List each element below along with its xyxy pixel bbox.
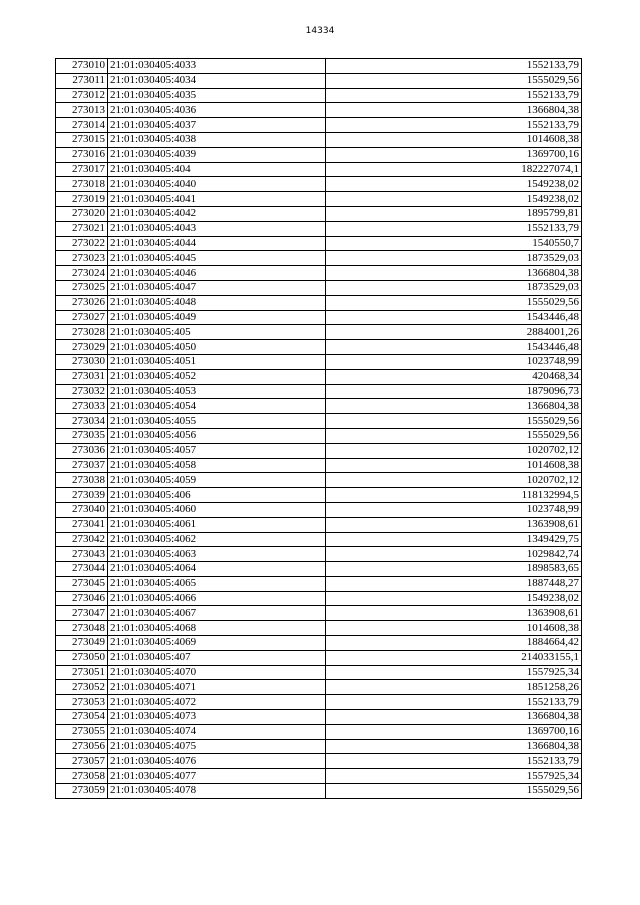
cadastral-number: 21:01:030405:4063 bbox=[108, 547, 326, 562]
row-number: 273047 bbox=[56, 606, 108, 621]
cadastral-number: 21:01:030405:4069 bbox=[108, 636, 326, 651]
row-number: 273040 bbox=[56, 502, 108, 517]
cadastral-number: 21:01:030405:4054 bbox=[108, 399, 326, 414]
row-number: 273031 bbox=[56, 369, 108, 384]
table-row bbox=[56, 266, 582, 281]
cadastral-number: 21:01:030405:406 bbox=[108, 488, 326, 503]
row-number: 273021 bbox=[56, 221, 108, 236]
table-row bbox=[56, 621, 582, 636]
cadastral-number: 21:01:030405:4060 bbox=[108, 502, 326, 517]
cadastral-value: 1366804,38 bbox=[326, 266, 582, 281]
table-row bbox=[56, 532, 582, 547]
cadastral-number: 21:01:030405:4051 bbox=[108, 354, 326, 369]
cadastral-value: 1549238,02 bbox=[326, 177, 582, 192]
cadastral-value: 182227074,1 bbox=[326, 162, 582, 177]
table-row bbox=[56, 710, 582, 725]
cadastral-value: 1366804,38 bbox=[326, 710, 582, 725]
cadastral-number: 21:01:030405:4056 bbox=[108, 428, 326, 443]
cadastral-value-table bbox=[55, 58, 582, 799]
cadastral-value: 1366804,38 bbox=[326, 103, 582, 118]
row-number: 273026 bbox=[56, 295, 108, 310]
row-number: 273035 bbox=[56, 428, 108, 443]
cadastral-number: 21:01:030405:4037 bbox=[108, 118, 326, 133]
table-row bbox=[56, 576, 582, 591]
cadastral-value: 1366804,38 bbox=[326, 739, 582, 754]
table-row bbox=[56, 280, 582, 295]
cadastral-value: 1552133,79 bbox=[326, 88, 582, 103]
cadastral-number: 21:01:030405:4068 bbox=[108, 621, 326, 636]
row-number: 273049 bbox=[56, 636, 108, 651]
row-number: 273038 bbox=[56, 473, 108, 488]
cadastral-value: 1029842,74 bbox=[326, 547, 582, 562]
cadastral-value: 1552133,79 bbox=[326, 118, 582, 133]
table-row bbox=[56, 769, 582, 784]
row-number: 273043 bbox=[56, 547, 108, 562]
cadastral-number: 21:01:030405:4067 bbox=[108, 606, 326, 621]
cadastral-number: 21:01:030405:4048 bbox=[108, 295, 326, 310]
cadastral-value: 1023748,99 bbox=[326, 502, 582, 517]
table-row bbox=[56, 132, 582, 147]
row-number: 273045 bbox=[56, 576, 108, 591]
table-row bbox=[56, 384, 582, 399]
table-row bbox=[56, 784, 582, 799]
table-row bbox=[56, 547, 582, 562]
cadastral-number: 21:01:030405:404 bbox=[108, 162, 326, 177]
cadastral-value: 1014608,38 bbox=[326, 132, 582, 147]
cadastral-number: 21:01:030405:4049 bbox=[108, 310, 326, 325]
table-row bbox=[56, 695, 582, 710]
cadastral-number: 21:01:030405:4076 bbox=[108, 754, 326, 769]
row-number: 273051 bbox=[56, 665, 108, 680]
table-row bbox=[56, 177, 582, 192]
cadastral-number: 21:01:030405:4078 bbox=[108, 784, 326, 799]
table-row bbox=[56, 636, 582, 651]
table-row bbox=[56, 236, 582, 251]
cadastral-value: 420468,34 bbox=[326, 369, 582, 384]
cadastral-number: 21:01:030405:4057 bbox=[108, 443, 326, 458]
row-number: 273044 bbox=[56, 562, 108, 577]
cadastral-value: 1363908,61 bbox=[326, 606, 582, 621]
row-number: 273023 bbox=[56, 251, 108, 266]
cadastral-value: 1543446,48 bbox=[326, 310, 582, 325]
cadastral-value: 1549238,02 bbox=[326, 591, 582, 606]
cadastral-number: 21:01:030405:4065 bbox=[108, 576, 326, 591]
cadastral-value: 1555029,56 bbox=[326, 295, 582, 310]
cadastral-value: 1873529,03 bbox=[326, 280, 582, 295]
row-number: 273019 bbox=[56, 192, 108, 207]
row-number: 273046 bbox=[56, 591, 108, 606]
row-number: 273027 bbox=[56, 310, 108, 325]
cadastral-value: 1014608,38 bbox=[326, 621, 582, 636]
cadastral-value: 118132994,5 bbox=[326, 488, 582, 503]
table-row bbox=[56, 369, 582, 384]
cadastral-number: 21:01:030405:4036 bbox=[108, 103, 326, 118]
row-number: 273030 bbox=[56, 354, 108, 369]
cadastral-value: 1557925,34 bbox=[326, 769, 582, 784]
cadastral-number: 21:01:030405:4073 bbox=[108, 710, 326, 725]
cadastral-value: 1349429,75 bbox=[326, 532, 582, 547]
cadastral-value: 1552133,79 bbox=[326, 695, 582, 710]
table-row bbox=[56, 650, 582, 665]
cadastral-number: 21:01:030405:4061 bbox=[108, 517, 326, 532]
table-row bbox=[56, 295, 582, 310]
cadastral-value: 1020702,12 bbox=[326, 443, 582, 458]
cadastral-number: 21:01:030405:405 bbox=[108, 325, 326, 340]
cadastral-number: 21:01:030405:4041 bbox=[108, 192, 326, 207]
cadastral-number: 21:01:030405:4043 bbox=[108, 221, 326, 236]
row-number: 273052 bbox=[56, 680, 108, 695]
table-row bbox=[56, 665, 582, 680]
table-row bbox=[56, 562, 582, 577]
cadastral-value: 1366804,38 bbox=[326, 399, 582, 414]
cadastral-value: 1540550,7 bbox=[326, 236, 582, 251]
cadastral-value: 1549238,02 bbox=[326, 192, 582, 207]
cadastral-number: 21:01:030405:4042 bbox=[108, 206, 326, 221]
cadastral-number: 21:01:030405:4070 bbox=[108, 665, 326, 680]
cadastral-number: 21:01:030405:4064 bbox=[108, 562, 326, 577]
row-number: 273013 bbox=[56, 103, 108, 118]
cadastral-number: 21:01:030405:4053 bbox=[108, 384, 326, 399]
table-row bbox=[56, 147, 582, 162]
row-number: 273041 bbox=[56, 517, 108, 532]
cadastral-value: 1552133,79 bbox=[326, 754, 582, 769]
row-number: 273056 bbox=[56, 739, 108, 754]
cadastral-number: 21:01:030405:4038 bbox=[108, 132, 326, 147]
cadastral-number: 21:01:030405:4062 bbox=[108, 532, 326, 547]
cadastral-value: 1851258,26 bbox=[326, 680, 582, 695]
cadastral-number: 21:01:030405:4074 bbox=[108, 724, 326, 739]
cadastral-number: 21:01:030405:4034 bbox=[108, 73, 326, 88]
cadastral-value: 1543446,48 bbox=[326, 340, 582, 355]
row-number: 273037 bbox=[56, 458, 108, 473]
table-row bbox=[56, 340, 582, 355]
row-number: 273034 bbox=[56, 414, 108, 429]
row-number: 273022 bbox=[56, 236, 108, 251]
table-row bbox=[56, 458, 582, 473]
table-row bbox=[56, 443, 582, 458]
row-number: 273017 bbox=[56, 162, 108, 177]
cadastral-number: 21:01:030405:4039 bbox=[108, 147, 326, 162]
cadastral-value: 1884664,42 bbox=[326, 636, 582, 651]
table-row bbox=[56, 517, 582, 532]
cadastral-number: 21:01:030405:4075 bbox=[108, 739, 326, 754]
cadastral-number: 21:01:030405:4050 bbox=[108, 340, 326, 355]
table-row bbox=[56, 414, 582, 429]
cadastral-number: 21:01:030405:4066 bbox=[108, 591, 326, 606]
row-number: 273011 bbox=[56, 73, 108, 88]
row-number: 273057 bbox=[56, 754, 108, 769]
row-number: 273028 bbox=[56, 325, 108, 340]
cadastral-value: 1014608,38 bbox=[326, 458, 582, 473]
cadastral-value: 1555029,56 bbox=[326, 414, 582, 429]
cadastral-number: 21:01:030405:4058 bbox=[108, 458, 326, 473]
cadastral-number: 21:01:030405:4040 bbox=[108, 177, 326, 192]
cadastral-number: 21:01:030405:4033 bbox=[108, 59, 326, 74]
table-body bbox=[56, 59, 582, 799]
cadastral-number: 21:01:030405:407 bbox=[108, 650, 326, 665]
cadastral-number: 21:01:030405:4046 bbox=[108, 266, 326, 281]
table-row bbox=[56, 606, 582, 621]
row-number: 273024 bbox=[56, 266, 108, 281]
table-row bbox=[56, 59, 582, 74]
row-number: 273059 bbox=[56, 784, 108, 799]
row-number: 273012 bbox=[56, 88, 108, 103]
table-row bbox=[56, 118, 582, 133]
cadastral-number: 21:01:030405:4045 bbox=[108, 251, 326, 266]
cadastral-number: 21:01:030405:4071 bbox=[108, 680, 326, 695]
row-number: 273054 bbox=[56, 710, 108, 725]
cadastral-value: 1873529,03 bbox=[326, 251, 582, 266]
table-row bbox=[56, 354, 582, 369]
cadastral-value: 1020702,12 bbox=[326, 473, 582, 488]
row-number: 273053 bbox=[56, 695, 108, 710]
table-row bbox=[56, 88, 582, 103]
row-number: 273014 bbox=[56, 118, 108, 133]
row-number: 273020 bbox=[56, 206, 108, 221]
cadastral-number: 21:01:030405:4047 bbox=[108, 280, 326, 295]
table-row bbox=[56, 754, 582, 769]
cadastral-number: 21:01:030405:4044 bbox=[108, 236, 326, 251]
table-row bbox=[56, 221, 582, 236]
table-row bbox=[56, 206, 582, 221]
row-number: 273050 bbox=[56, 650, 108, 665]
cadastral-value: 1898583,65 bbox=[326, 562, 582, 577]
row-number: 273055 bbox=[56, 724, 108, 739]
table-row bbox=[56, 739, 582, 754]
row-number: 273058 bbox=[56, 769, 108, 784]
table-row bbox=[56, 310, 582, 325]
cadastral-value: 2884001,26 bbox=[326, 325, 582, 340]
cadastral-value: 1369700,16 bbox=[326, 147, 582, 162]
cadastral-value: 1363908,61 bbox=[326, 517, 582, 532]
cadastral-number: 21:01:030405:4035 bbox=[108, 88, 326, 103]
cadastral-value: 1555029,56 bbox=[326, 428, 582, 443]
table-row bbox=[56, 192, 582, 207]
cadastral-value: 1895799,81 bbox=[326, 206, 582, 221]
table-row bbox=[56, 724, 582, 739]
row-number: 273025 bbox=[56, 280, 108, 295]
table-row bbox=[56, 428, 582, 443]
row-number: 273029 bbox=[56, 340, 108, 355]
row-number: 273010 bbox=[56, 59, 108, 74]
row-number: 273036 bbox=[56, 443, 108, 458]
cadastral-number: 21:01:030405:4077 bbox=[108, 769, 326, 784]
row-number: 273032 bbox=[56, 384, 108, 399]
cadastral-number: 21:01:030405:4072 bbox=[108, 695, 326, 710]
cadastral-value: 1369700,16 bbox=[326, 724, 582, 739]
cadastral-value: 1023748,99 bbox=[326, 354, 582, 369]
cadastral-value: 1879096,73 bbox=[326, 384, 582, 399]
cadastral-value: 1557925,34 bbox=[326, 665, 582, 680]
row-number: 273033 bbox=[56, 399, 108, 414]
table-row bbox=[56, 103, 582, 118]
cadastral-value: 1555029,56 bbox=[326, 73, 582, 88]
table-row bbox=[56, 488, 582, 503]
cadastral-value: 1552133,79 bbox=[326, 221, 582, 236]
cadastral-value: 1555029,56 bbox=[326, 784, 582, 799]
cadastral-number: 21:01:030405:4055 bbox=[108, 414, 326, 429]
table-row bbox=[56, 680, 582, 695]
cadastral-value: 1887448,27 bbox=[326, 576, 582, 591]
table-row bbox=[56, 325, 582, 340]
row-number: 273048 bbox=[56, 621, 108, 636]
cadastral-number: 21:01:030405:4059 bbox=[108, 473, 326, 488]
cadastral-value: 214033155,1 bbox=[326, 650, 582, 665]
table-row bbox=[56, 251, 582, 266]
table-row bbox=[56, 591, 582, 606]
cadastral-number: 21:01:030405:4052 bbox=[108, 369, 326, 384]
table-row bbox=[56, 473, 582, 488]
table-row bbox=[56, 399, 582, 414]
row-number: 273015 bbox=[56, 132, 108, 147]
row-number: 273018 bbox=[56, 177, 108, 192]
cadastral-value: 1552133,79 bbox=[326, 59, 582, 74]
table-row bbox=[56, 73, 582, 88]
row-number: 273042 bbox=[56, 532, 108, 547]
table-row bbox=[56, 502, 582, 517]
row-number: 273016 bbox=[56, 147, 108, 162]
page-number: 14334 bbox=[305, 26, 335, 36]
table-row bbox=[56, 162, 582, 177]
row-number: 273039 bbox=[56, 488, 108, 503]
